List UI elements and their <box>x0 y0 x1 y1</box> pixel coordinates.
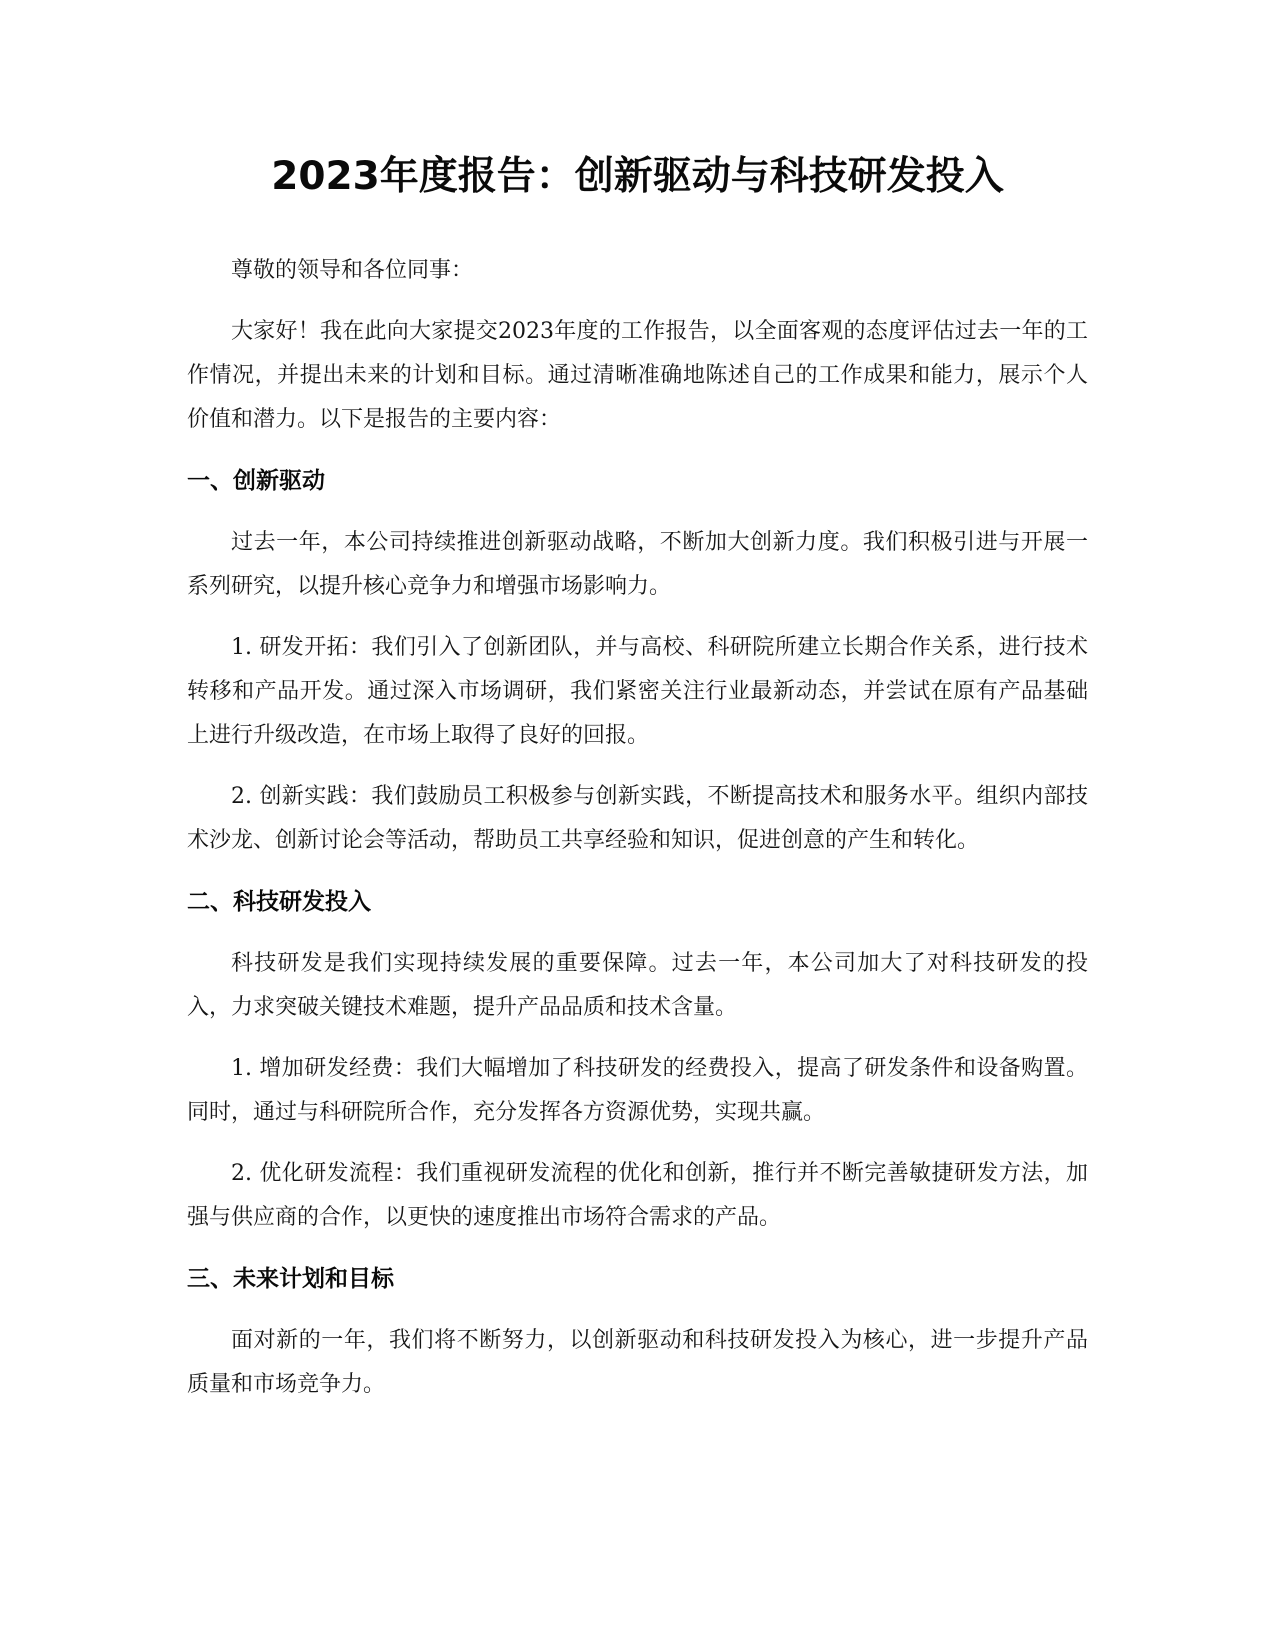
greeting-paragraph: 尊敬的领导和各位同事： <box>231 258 474 283</box>
section-heading: 一、创新驱动 <box>187 468 325 494</box>
section-paragraph: 过去一年，本公司持续推进创新驱动战略，不断加大创新力度。我们积极引进与开展一系列研究，以提升核心竞争力和增强市场影响力。 <box>187 530 1088 599</box>
section-rd-investment <box>187 880 1088 1240</box>
section-paragraph: 面对新的一年，我们将不断努力，以创新驱动和科技研发投入为核心，进一步提升产品质量和市场竞争力。 <box>187 1328 1088 1397</box>
list-item-paragraph: 1. 研发开拓：我们引入了创新团队，并与高校、科研院所建立长期合作关系，进行技术转移和产品开发。通过深入市场调研，我们紧密关注行业最新动态，并尝试在原有产品基础上进行升级改造，在市场上取得了良好的回报。 <box>187 635 1088 748</box>
document-body <box>187 135 1088 1424</box>
document-title: 2023年度报告：创新驱动与科技研发投入 <box>271 154 1004 199</box>
list-item-paragraph: 2. 优化研发流程：我们重视研发流程的优化和创新，推行并不断完善敏捷研发方法，加强与供应商的合作，以更快的速度推出市场符合需求的产品。 <box>187 1161 1088 1230</box>
section-future-plans <box>187 1257 1088 1407</box>
intro-paragraph: 大家好！我在此向大家提交2023年度的工作报告，以全面客观的态度评估过去一年的工作情况，并提出未来的计划和目标。通过清晰准确地陈述自己的工作成果和能力，展示个人价值和潜力。以下是报告的主要内容： <box>187 319 1088 432</box>
section-paragraph: 科技研发是我们实现持续发展的重要保障。过去一年，本公司加大了对科技研发的投入，力求突破关键技术难题，提升产品品质和技术含量。 <box>187 951 1088 1020</box>
section-heading: 三、未来计划和目标 <box>187 1266 394 1292</box>
section-innovation <box>187 459 1088 863</box>
section-heading: 二、科技研发投入 <box>187 889 371 915</box>
list-item-paragraph: 2. 创新实践：我们鼓励员工积极参与创新实践，不断提高技术和服务水平。组织内部技术沙龙、创新讨论会等活动，帮助员工共享经验和知识，促进创意的产生和转化。 <box>187 784 1088 853</box>
list-item-paragraph: 1. 增加研发经费：我们大幅增加了科技研发的经费投入，提高了研发条件和设备购置。同时，通过与科研院所合作，充分发挥各方资源优势，实现共赢。 <box>187 1056 1088 1125</box>
